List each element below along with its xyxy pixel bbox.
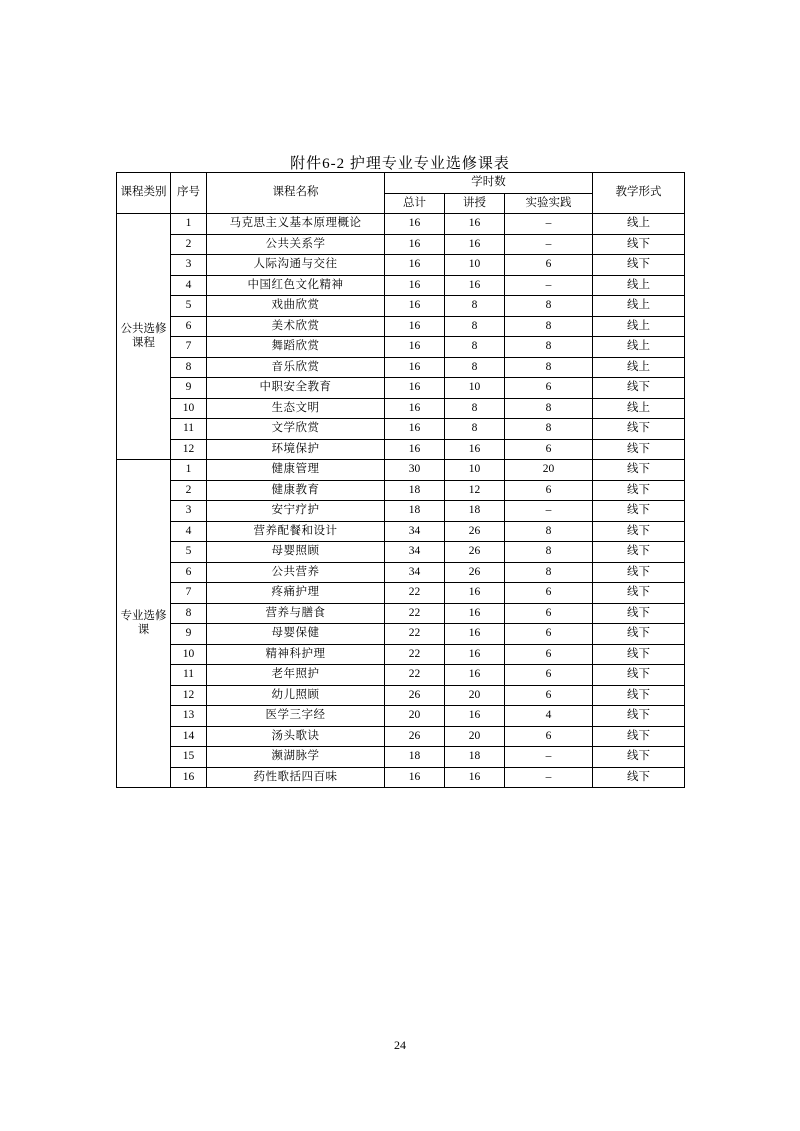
header-lecture: 讲授 xyxy=(445,193,505,214)
cell-course-name: 汤头歌诀 xyxy=(207,726,385,747)
cell-teaching-form: 线上 xyxy=(593,337,685,358)
cell-index: 4 xyxy=(171,275,207,296)
cell-total: 22 xyxy=(385,644,445,665)
cell-teaching-form: 线下 xyxy=(593,562,685,583)
cell-total: 16 xyxy=(385,316,445,337)
cell-course-name: 人际沟通与交往 xyxy=(207,255,385,276)
cell-index: 1 xyxy=(171,214,207,235)
cell-lecture: 16 xyxy=(445,706,505,727)
cell-index: 8 xyxy=(171,603,207,624)
cell-course-name: 公共营养 xyxy=(207,562,385,583)
cell-total: 18 xyxy=(385,480,445,501)
cell-practice: 8 xyxy=(505,357,593,378)
table-row xyxy=(117,296,685,317)
cell-course-name: 文学欣赏 xyxy=(207,419,385,440)
cell-teaching-form: 线下 xyxy=(593,747,685,768)
cell-teaching-form: 线下 xyxy=(593,501,685,522)
cell-teaching-form: 线下 xyxy=(593,624,685,645)
cell-lecture: 16 xyxy=(445,644,505,665)
cell-practice: 8 xyxy=(505,542,593,563)
cell-teaching-form: 线下 xyxy=(593,685,685,706)
cell-index: 4 xyxy=(171,521,207,542)
cell-total: 22 xyxy=(385,624,445,645)
cell-index: 15 xyxy=(171,747,207,768)
table-row xyxy=(117,665,685,686)
cell-practice: 8 xyxy=(505,521,593,542)
cell-practice: – xyxy=(505,275,593,296)
cell-index: 7 xyxy=(171,583,207,604)
cell-teaching-form: 线下 xyxy=(593,665,685,686)
cell-lecture: 26 xyxy=(445,542,505,563)
cell-course-name: 幼儿照顾 xyxy=(207,685,385,706)
cell-course-name: 美术欣赏 xyxy=(207,316,385,337)
cell-total: 34 xyxy=(385,542,445,563)
cell-category: 公共选修课程 xyxy=(117,214,171,460)
table-row xyxy=(117,419,685,440)
cell-teaching-form: 线下 xyxy=(593,726,685,747)
cell-teaching-form: 线上 xyxy=(593,296,685,317)
cell-teaching-form: 线下 xyxy=(593,583,685,604)
cell-course-name: 马克思主义基本原理概论 xyxy=(207,214,385,235)
cell-lecture: 12 xyxy=(445,480,505,501)
cell-practice: 8 xyxy=(505,296,593,317)
cell-lecture: 8 xyxy=(445,316,505,337)
cell-teaching-form: 线下 xyxy=(593,542,685,563)
table-row xyxy=(117,521,685,542)
cell-lecture: 16 xyxy=(445,767,505,788)
cell-practice: – xyxy=(505,747,593,768)
table-row xyxy=(117,726,685,747)
cell-total: 16 xyxy=(385,439,445,460)
cell-index: 10 xyxy=(171,398,207,419)
cell-course-name: 疼痛护理 xyxy=(207,583,385,604)
cell-practice: 6 xyxy=(505,255,593,276)
cell-lecture: 16 xyxy=(445,214,505,235)
cell-teaching-form: 线下 xyxy=(593,480,685,501)
cell-course-name: 健康教育 xyxy=(207,480,385,501)
cell-index: 6 xyxy=(171,562,207,583)
cell-practice: 6 xyxy=(505,583,593,604)
cell-total: 18 xyxy=(385,501,445,522)
cell-total: 16 xyxy=(385,357,445,378)
header-category: 课程类别 xyxy=(117,173,171,214)
cell-total: 16 xyxy=(385,255,445,276)
cell-total: 16 xyxy=(385,767,445,788)
cell-teaching-form: 线下 xyxy=(593,767,685,788)
cell-practice: 6 xyxy=(505,665,593,686)
cell-practice: 8 xyxy=(505,316,593,337)
header-total: 总计 xyxy=(385,193,445,214)
cell-practice: 8 xyxy=(505,419,593,440)
table-row xyxy=(117,603,685,624)
cell-teaching-form: 线上 xyxy=(593,275,685,296)
table-row xyxy=(117,460,685,481)
cell-course-name: 健康管理 xyxy=(207,460,385,481)
cell-index: 2 xyxy=(171,480,207,501)
cell-lecture: 8 xyxy=(445,296,505,317)
table-row xyxy=(117,501,685,522)
table-row xyxy=(117,706,685,727)
cell-index: 7 xyxy=(171,337,207,358)
table-row xyxy=(117,378,685,399)
cell-lecture: 10 xyxy=(445,460,505,481)
cell-index: 14 xyxy=(171,726,207,747)
cell-practice: 6 xyxy=(505,603,593,624)
cell-course-name: 戏曲欣赏 xyxy=(207,296,385,317)
cell-teaching-form: 线下 xyxy=(593,255,685,276)
cell-lecture: 8 xyxy=(445,419,505,440)
cell-lecture: 8 xyxy=(445,398,505,419)
table-row xyxy=(117,275,685,296)
cell-index: 5 xyxy=(171,296,207,317)
cell-teaching-form: 线上 xyxy=(593,357,685,378)
cell-course-name: 医学三字经 xyxy=(207,706,385,727)
cell-total: 16 xyxy=(385,378,445,399)
cell-practice: 6 xyxy=(505,378,593,399)
cell-index: 9 xyxy=(171,624,207,645)
table-row xyxy=(117,644,685,665)
cell-total: 26 xyxy=(385,685,445,706)
cell-lecture: 16 xyxy=(445,665,505,686)
cell-teaching-form: 线下 xyxy=(593,234,685,255)
cell-lecture: 16 xyxy=(445,439,505,460)
cell-index: 6 xyxy=(171,316,207,337)
cell-lecture: 8 xyxy=(445,337,505,358)
cell-total: 16 xyxy=(385,296,445,317)
cell-index: 16 xyxy=(171,767,207,788)
cell-teaching-form: 线下 xyxy=(593,706,685,727)
cell-course-name: 生态文明 xyxy=(207,398,385,419)
cell-lecture: 26 xyxy=(445,521,505,542)
cell-practice: – xyxy=(505,234,593,255)
header-practice: 实验实践 xyxy=(505,193,593,214)
cell-practice: 6 xyxy=(505,624,593,645)
cell-lecture: 16 xyxy=(445,603,505,624)
cell-lecture: 16 xyxy=(445,275,505,296)
cell-lecture: 26 xyxy=(445,562,505,583)
cell-total: 16 xyxy=(385,398,445,419)
cell-total: 34 xyxy=(385,521,445,542)
cell-total: 22 xyxy=(385,603,445,624)
cell-course-name: 濒湖脉学 xyxy=(207,747,385,768)
cell-index: 3 xyxy=(171,255,207,276)
table-row xyxy=(117,747,685,768)
table-row xyxy=(117,316,685,337)
cell-lecture: 16 xyxy=(445,583,505,604)
table-row xyxy=(117,767,685,788)
cell-lecture: 10 xyxy=(445,255,505,276)
cell-index: 1 xyxy=(171,460,207,481)
table-row xyxy=(117,398,685,419)
cell-lecture: 18 xyxy=(445,747,505,768)
cell-practice: 6 xyxy=(505,726,593,747)
cell-index: 10 xyxy=(171,644,207,665)
cell-course-name: 药性歌括四百味 xyxy=(207,767,385,788)
cell-category: 专业选修课 xyxy=(117,460,171,788)
cell-course-name: 音乐欣赏 xyxy=(207,357,385,378)
cell-total: 20 xyxy=(385,706,445,727)
table-row xyxy=(117,337,685,358)
cell-course-name: 环境保护 xyxy=(207,439,385,460)
cell-practice: 8 xyxy=(505,337,593,358)
cell-course-name: 营养配餐和设计 xyxy=(207,521,385,542)
cell-course-name: 营养与膳食 xyxy=(207,603,385,624)
cell-index: 9 xyxy=(171,378,207,399)
header-index: 序号 xyxy=(171,173,207,214)
cell-total: 34 xyxy=(385,562,445,583)
cell-practice: – xyxy=(505,501,593,522)
cell-index: 12 xyxy=(171,439,207,460)
table-row xyxy=(117,480,685,501)
cell-course-name: 老年照护 xyxy=(207,665,385,686)
page-number: 24 xyxy=(394,1038,406,1052)
cell-total: 22 xyxy=(385,583,445,604)
cell-course-name: 中职安全教育 xyxy=(207,378,385,399)
cell-index: 13 xyxy=(171,706,207,727)
cell-teaching-form: 线下 xyxy=(593,644,685,665)
cell-teaching-form: 线下 xyxy=(593,603,685,624)
cell-lecture: 16 xyxy=(445,234,505,255)
cell-practice: 6 xyxy=(505,439,593,460)
cell-practice: 8 xyxy=(505,398,593,419)
cell-teaching-form: 线上 xyxy=(593,398,685,419)
cell-teaching-form: 线下 xyxy=(593,521,685,542)
cell-practice: 6 xyxy=(505,685,593,706)
cell-teaching-form: 线下 xyxy=(593,419,685,440)
cell-course-name: 精神科护理 xyxy=(207,644,385,665)
cell-course-name: 母婴保健 xyxy=(207,624,385,645)
table-row xyxy=(117,562,685,583)
cell-lecture: 10 xyxy=(445,378,505,399)
cell-total: 16 xyxy=(385,275,445,296)
table-row xyxy=(117,357,685,378)
cell-teaching-form: 线上 xyxy=(593,316,685,337)
cell-course-name: 母婴照顾 xyxy=(207,542,385,563)
header-teaching-form: 教学形式 xyxy=(593,173,685,214)
table-row xyxy=(117,214,685,235)
cell-index: 8 xyxy=(171,357,207,378)
cell-teaching-form: 线上 xyxy=(593,214,685,235)
cell-total: 16 xyxy=(385,419,445,440)
cell-index: 5 xyxy=(171,542,207,563)
cell-total: 16 xyxy=(385,234,445,255)
cell-lecture: 20 xyxy=(445,685,505,706)
cell-course-name: 公共关系学 xyxy=(207,234,385,255)
cell-practice: – xyxy=(505,214,593,235)
cell-course-name: 舞蹈欣赏 xyxy=(207,337,385,358)
cell-lecture: 8 xyxy=(445,357,505,378)
cell-lecture: 16 xyxy=(445,624,505,645)
page-title: 附件6-2 护理专业专业选修课表 xyxy=(290,156,510,172)
table-row xyxy=(117,685,685,706)
cell-index: 3 xyxy=(171,501,207,522)
table-row xyxy=(117,255,685,276)
table-row xyxy=(117,234,685,255)
cell-course-name: 安宁疗护 xyxy=(207,501,385,522)
cell-practice: 6 xyxy=(505,644,593,665)
table-body xyxy=(117,214,685,788)
header-course-name: 课程名称 xyxy=(207,173,385,214)
cell-practice: – xyxy=(505,767,593,788)
table-row xyxy=(117,439,685,460)
table-row xyxy=(117,583,685,604)
cell-total: 22 xyxy=(385,665,445,686)
header-hours-group: 学时数 xyxy=(385,173,593,194)
cell-practice: 8 xyxy=(505,562,593,583)
cell-index: 11 xyxy=(171,419,207,440)
cell-total: 26 xyxy=(385,726,445,747)
cell-lecture: 18 xyxy=(445,501,505,522)
header-row-1 xyxy=(117,173,685,194)
cell-lecture: 20 xyxy=(445,726,505,747)
table-row xyxy=(117,542,685,563)
cell-total: 16 xyxy=(385,214,445,235)
cell-course-name: 中国红色文化精神 xyxy=(207,275,385,296)
cell-total: 18 xyxy=(385,747,445,768)
cell-teaching-form: 线下 xyxy=(593,460,685,481)
cell-index: 12 xyxy=(171,685,207,706)
cell-teaching-form: 线下 xyxy=(593,439,685,460)
course-table xyxy=(116,172,685,788)
cell-total: 16 xyxy=(385,337,445,358)
cell-practice: 4 xyxy=(505,706,593,727)
cell-practice: 6 xyxy=(505,480,593,501)
cell-teaching-form: 线下 xyxy=(593,378,685,399)
table-row xyxy=(117,624,685,645)
cell-practice: 20 xyxy=(505,460,593,481)
cell-total: 30 xyxy=(385,460,445,481)
table-header xyxy=(117,173,685,214)
cell-index: 2 xyxy=(171,234,207,255)
cell-index: 11 xyxy=(171,665,207,686)
course-table-wrapper xyxy=(116,172,684,788)
